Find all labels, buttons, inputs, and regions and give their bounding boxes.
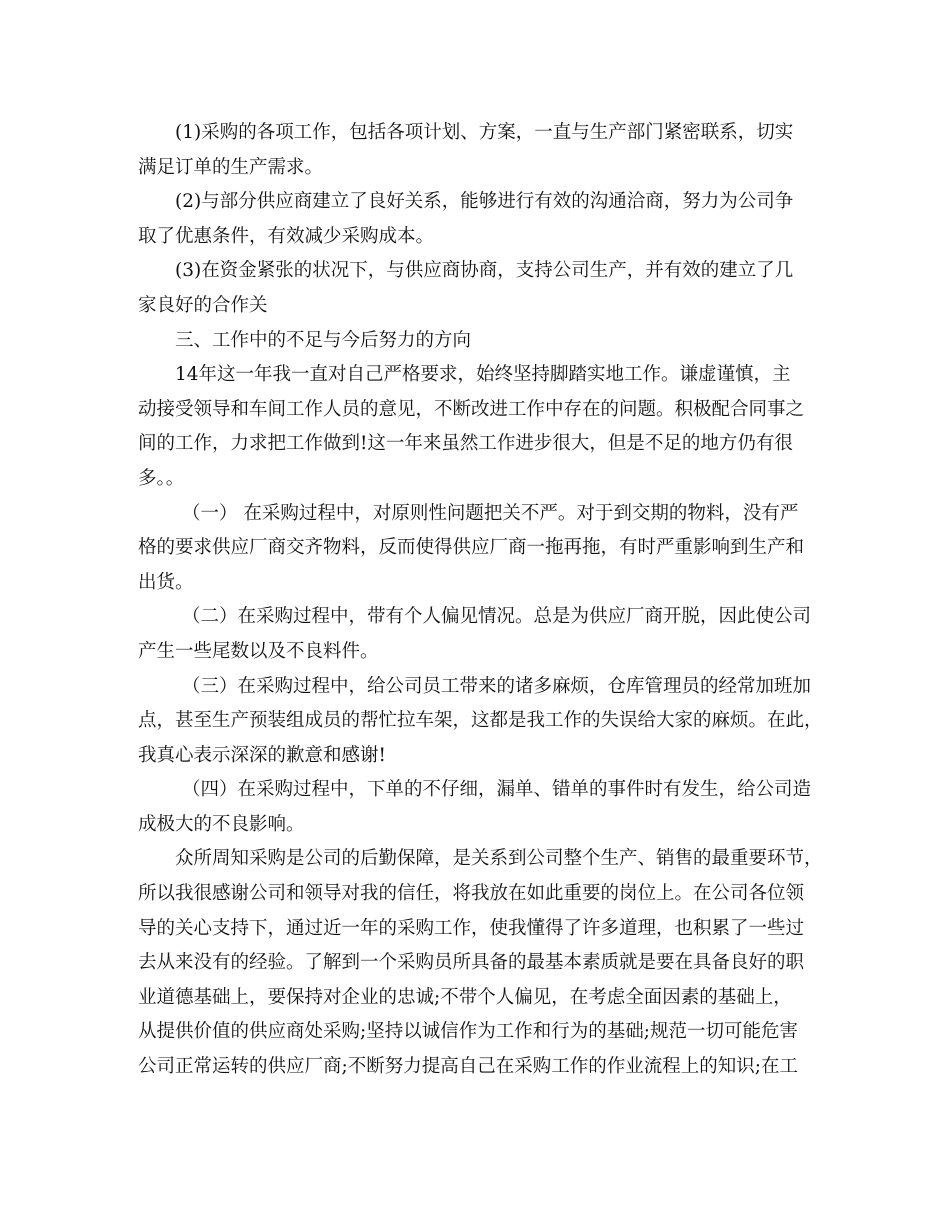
paragraph-line: 点，甚至生产预装组成员的帮忙拉车架，这都是我工作的失误给大家的麻烦。在此，: [138, 710, 823, 732]
paragraph-line: 取了优惠条件，有效减少采购成本。: [138, 225, 435, 247]
paragraph-line: 成极大的不良影响。: [138, 813, 305, 835]
paragraph-line: 14年这一年我一直对自己严格要求，始终坚持脚踏实地工作。谦虚谨慎，主: [175, 364, 791, 386]
paragraph-line: 间的工作，力求把工作做到!这一年来虽然工作进步很大，但是不足的地方仍有很: [138, 433, 793, 455]
paragraph-line: 多。。: [138, 467, 185, 489]
paragraph-line: （三）在采购过程中，给公司员工带来的诸多麻烦，仓库管理员的经常加班加: [182, 675, 812, 697]
paragraph-line: 产生一些尾数以及不良料件。: [138, 640, 379, 662]
paragraph-line: (1)采购的各项工作，包括各项计划、方案，一直与生产部门紧密联系，切实: [175, 122, 794, 143]
paragraph-line: 满足订单的生产需求。: [138, 156, 324, 178]
paragraph-line: （一） 在采购过程中，对原则性问题把关不严。对于到交期的物料，没有严: [182, 502, 799, 524]
document-body: [138, 116, 828, 1085]
paragraph-line: 导的关心支持下，通过近一年的采购工作，使我懂得了许多道理，也积累了一些过: [138, 917, 805, 939]
paragraph-line: （二）在采购过程中，带有个人偏见情况。总是为供应厂商开脱，因此使公司: [182, 606, 812, 628]
paragraph-line: 众所周知采购是公司的后勤保障，是关系到公司整个生产、销售的最重要环节，: [175, 848, 823, 870]
paragraph-line: 出货。: [138, 571, 194, 593]
paragraph-line: (3)在资金紧张的状况下，与供应商协商，支持公司生产，并有效的建立了几: [175, 260, 794, 282]
paragraph-line: 去从来没有的经验。了解到一个采购员所具备的最基本素质就是要在具备良好的职: [138, 952, 805, 974]
paragraph-line: 业道德基础上，要保持对企业的忠诚;不带个人偏见，在考虑全面因素的基础上，: [138, 986, 792, 1008]
paragraph-line: 公司正常运转的供应厂商;不断努力提高自己在采购工作的作业流程上的知识;在工: [138, 1056, 798, 1078]
paragraph-line: (2)与部分供应商建立了良好关系，能够进行有效的沟通洽商，努力为公司争: [175, 191, 794, 213]
paragraph-line: 格的要求供应厂商交齐物料，反而使得供应厂商一拖再拖，有时严重影响到生产和: [138, 537, 805, 559]
paragraph-line: 我真心表示深深的歉意和感谢!: [138, 744, 386, 766]
paragraph-line: （四）在采购过程中，下单的不仔细，漏单、错单的事件时有发生，给公司造: [182, 779, 812, 801]
paragraph-line: 从提供价值的供应商处采购;坚持以诚信作为工作和行为的基础;规范一切可能危害: [138, 1021, 798, 1043]
paragraph-line: 家良好的合作关: [138, 294, 268, 316]
paragraph-line: 所以我很感谢公司和领导对我的信任，将我放在如此重要的岗位上。在公司各位领: [138, 883, 805, 905]
section-heading: 三、工作中的不足与今后努力的方向: [175, 329, 472, 351]
paragraph-line: 动接受领导和车间工作人员的意见，不断改进工作中存在的问题。积极配合同事之: [138, 398, 805, 420]
